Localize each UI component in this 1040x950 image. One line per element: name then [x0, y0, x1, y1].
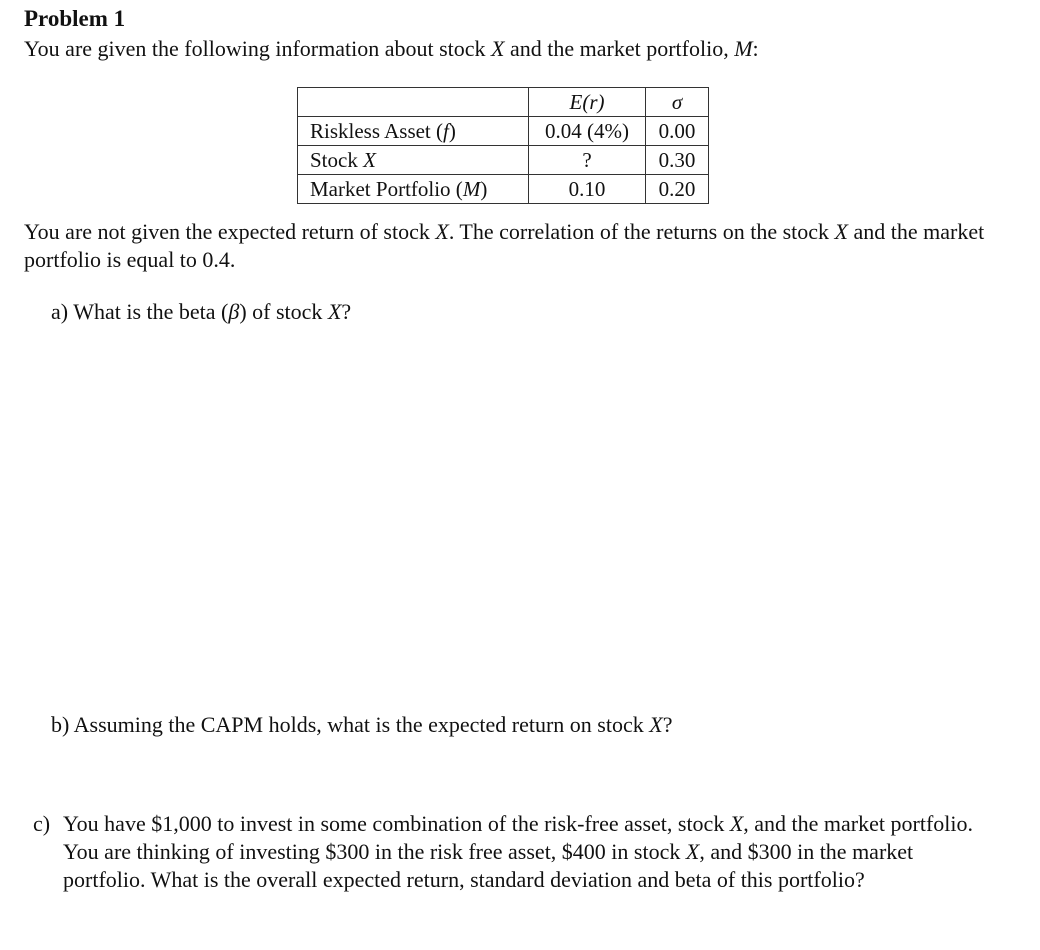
intro-var-m: M	[734, 36, 753, 61]
intro-text	[24, 36, 759, 62]
table-row	[298, 117, 709, 146]
intro-middle: and the market portfolio,	[504, 36, 735, 61]
row-label-text: Stock	[310, 148, 364, 172]
question-a-var: X	[327, 299, 342, 324]
problem-title: Problem 1	[24, 6, 126, 31]
row-label-suffix: )	[448, 119, 456, 143]
para-text-1: You are not given the expected return of stock	[24, 219, 436, 244]
row-label-stock-x	[298, 146, 529, 175]
question-b	[51, 711, 672, 739]
question-c	[33, 810, 993, 894]
question-b-text: Assuming the CAPM holds, what is the expected return on stock	[73, 712, 650, 737]
table-header-row	[298, 88, 709, 117]
intro-prefix: You are given the following information about stock	[24, 36, 492, 61]
question-c-text-3: , and $300 in the market portfolio. What is the overall expected return, standard deviation and beta of this portfolio?	[63, 839, 914, 892]
cell-expected-return: 0.10	[529, 175, 646, 204]
question-c-text-1: You have $1,000 to invest in some combination of the risk-free asset, stock	[63, 811, 730, 836]
beta-symbol: β	[228, 299, 240, 324]
para-text-3: and the market portfolio is equal to 0.4.	[24, 219, 985, 272]
question-b-label: b)	[51, 712, 70, 737]
header-std-dev: σ	[646, 88, 709, 117]
table-corner-cell	[298, 88, 529, 117]
question-c-var-1: X	[729, 811, 744, 836]
table-row	[298, 175, 709, 204]
row-label-var: M	[462, 177, 481, 201]
question-a-text-middle: ) of stock	[239, 299, 328, 324]
row-label-market	[298, 175, 529, 204]
question-b-var: X	[649, 712, 663, 737]
row-label-text: Market Portfolio (	[310, 177, 463, 201]
row-label-suffix: )	[480, 177, 488, 201]
cell-std-dev: 0.20	[646, 175, 709, 204]
cell-expected-return: ?	[529, 146, 646, 175]
para-var-1: X	[435, 219, 449, 244]
question-a	[51, 298, 351, 326]
cell-expected-return: 0.04 (4%)	[529, 117, 646, 146]
question-a-suffix: ?	[341, 299, 352, 324]
para-var-2: X	[834, 219, 848, 244]
correlation-paragraph	[24, 218, 994, 274]
cell-std-dev: 0.00	[646, 117, 709, 146]
intro-suffix: :	[752, 36, 759, 61]
question-a-label: a)	[51, 299, 69, 324]
row-label-riskless	[298, 117, 529, 146]
question-a-text: What is the beta (	[73, 299, 229, 324]
row-label-var: X	[363, 148, 376, 172]
cell-std-dev: 0.30	[646, 146, 709, 175]
para-text-2: . The correlation of the returns on the stock	[448, 219, 835, 244]
question-c-text-2: , and the market portfolio. You are thinking of investing $300 in the risk free asset, $400 in stock	[63, 811, 973, 864]
question-c-body	[63, 810, 993, 894]
row-label-var: f	[443, 119, 449, 143]
row-label-text: Riskless Asset (	[310, 119, 444, 143]
header-expected-return: E(r)	[529, 88, 646, 117]
question-b-suffix: ?	[662, 712, 673, 737]
question-c-var-2: X	[685, 839, 700, 864]
data-table	[297, 87, 709, 204]
table-row	[298, 146, 709, 175]
question-c-label: c)	[33, 811, 51, 836]
intro-var-x: X	[491, 36, 505, 61]
